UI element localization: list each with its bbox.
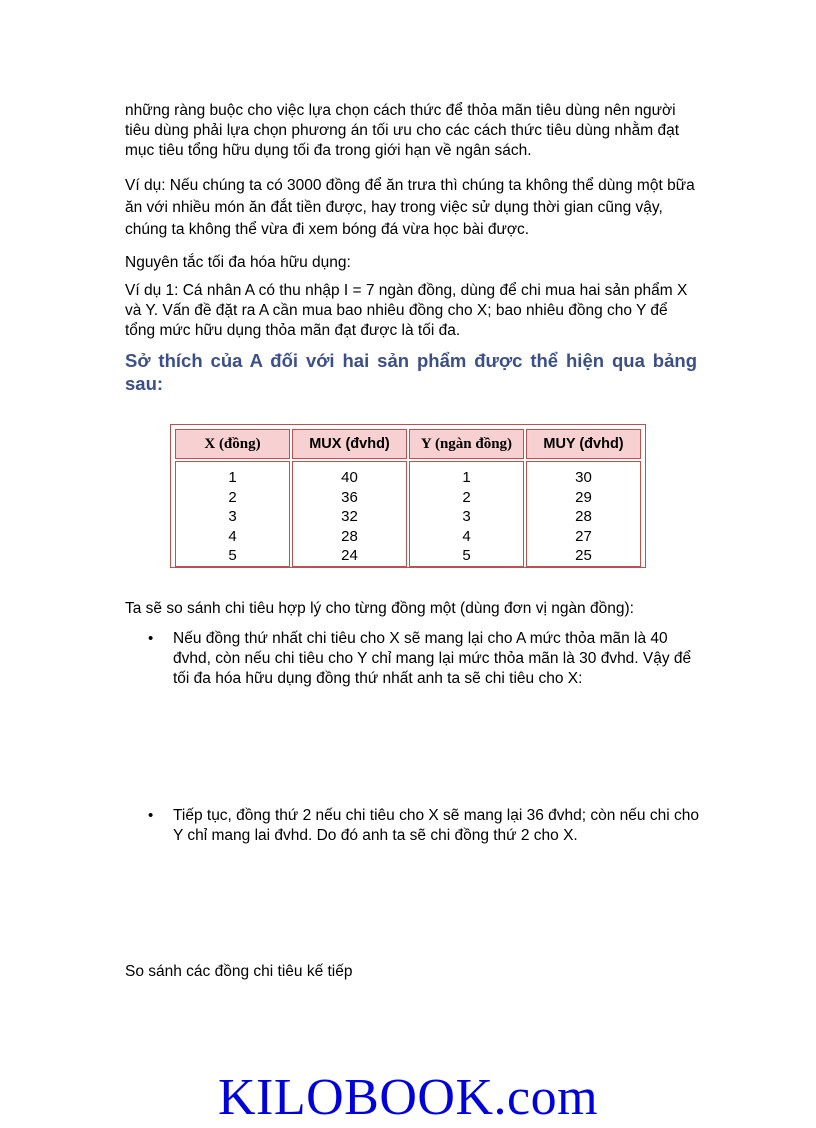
column-mux-values bbox=[292, 461, 407, 567]
preference-table-grid bbox=[173, 427, 643, 569]
cell-x-1: 1 bbox=[228, 469, 237, 486]
cell-y-5: 5 bbox=[462, 547, 471, 564]
header-muy: MUY (đvhd) bbox=[526, 429, 641, 459]
section-heading: Sở thích của A đối với hai sản phẩm được thể hiện qua bảng sau: bbox=[125, 350, 697, 394]
cell-muy-4: 27 bbox=[575, 527, 592, 545]
cell-mux-5: 24 bbox=[341, 547, 358, 564]
paragraph-example-1: Ví dụ 1: Cá nhân A có thu nhập I = 7 ngàn đồng, dùng để chi mua hai sản phẩm X và Y. Vấn đề đặt ra A cần mua bao nhiêu đồng cho X; bao nhiêu đồng cho Y để tổng mức hữu dụng thỏa mãn đạt được là tối đa. bbox=[125, 282, 688, 339]
paragraph-budget-constraint: những ràng buộc cho việc lựa chọn cách thức để thỏa mãn tiêu dùng nên người tiêu dùng phải lựa chọn phương án tối ưu cho các cách thức tiêu dùng nhằm đạt mục tiêu tổng hữu dụng tối đa trong giới hạn về ngân sách. bbox=[125, 102, 680, 159]
cell-y-3: 3 bbox=[462, 508, 471, 525]
cell-x-2: 2 bbox=[228, 488, 237, 506]
cell-x-5: 5 bbox=[228, 547, 237, 564]
cell-y-2: 2 bbox=[462, 488, 471, 506]
table-header-row bbox=[175, 429, 641, 459]
cell-mux-1: 40 bbox=[341, 469, 358, 486]
cell-x-4: 4 bbox=[228, 527, 237, 545]
header-y: Y (ngàn đồng) bbox=[409, 429, 524, 459]
cell-muy-1: 30 bbox=[575, 469, 592, 486]
paragraph-next-comparison: So sánh các đồng chi tiêu kế tiếp bbox=[125, 963, 353, 980]
header-mux: MUX (đvhd) bbox=[292, 429, 407, 459]
table-body-row bbox=[175, 461, 641, 567]
cell-muy-5: 25 bbox=[575, 547, 592, 564]
column-x-values bbox=[175, 461, 290, 567]
cell-mux-2: 36 bbox=[341, 488, 358, 506]
paragraph-example-lunch: Ví dụ: Nếu chúng ta có 3000 đồng để ăn trưa thì chúng ta không thể dùng một bữa ăn với nhiều món ăn đắt tiền được, hay trong việc sử dụng thời gian cũng vậy, chúng ta không thể vừa đi xem bóng đá vừa học bài được. bbox=[125, 177, 695, 238]
cell-muy-2: 29 bbox=[575, 488, 592, 506]
column-muy-values bbox=[526, 461, 641, 567]
bullet-dot-icon: • bbox=[148, 807, 154, 824]
column-y-values bbox=[409, 461, 524, 567]
cell-y-4: 4 bbox=[462, 527, 471, 545]
kilobook-watermark[interactable]: KILOBOOK.com bbox=[217, 1069, 599, 1126]
preference-table bbox=[170, 424, 646, 568]
bullet-text: Nếu đồng thứ nhất chi tiêu cho X sẽ mang lại cho A mức thỏa mãn là 40 đvhd, còn nếu chi tiêu cho Y chỉ mang lại mức thỏa mãn là 30 đvhd. Vậy để tối đa hóa hữu dụng đồng thứ nhất anh ta sẽ chi tiêu cho X: bbox=[173, 630, 692, 687]
paragraph-principle: Nguyên tắc tối đa hóa hữu dụng: bbox=[125, 254, 351, 271]
cell-y-1: 1 bbox=[462, 469, 471, 486]
paragraph-comparison-intro: Ta sẽ so sánh chi tiêu hợp lý cho từng đồng một (dùng đơn vị ngàn đồng): bbox=[125, 600, 634, 617]
cell-muy-3: 28 bbox=[575, 508, 592, 525]
bullet-text: Tiếp tục, đồng thứ 2 nếu chi tiêu cho X sẽ mang lại 36 đvhd; còn nếu chi cho Y chỉ mang lai đvhd. Do đó anh ta sẽ chi đồng thứ 2 cho X. bbox=[173, 807, 699, 844]
header-x: X (đồng) bbox=[175, 429, 290, 459]
bullet-dot-icon: • bbox=[148, 630, 154, 647]
cell-x-3: 3 bbox=[228, 508, 237, 525]
cell-mux-4: 28 bbox=[341, 527, 358, 545]
cell-mux-3: 32 bbox=[341, 508, 358, 525]
